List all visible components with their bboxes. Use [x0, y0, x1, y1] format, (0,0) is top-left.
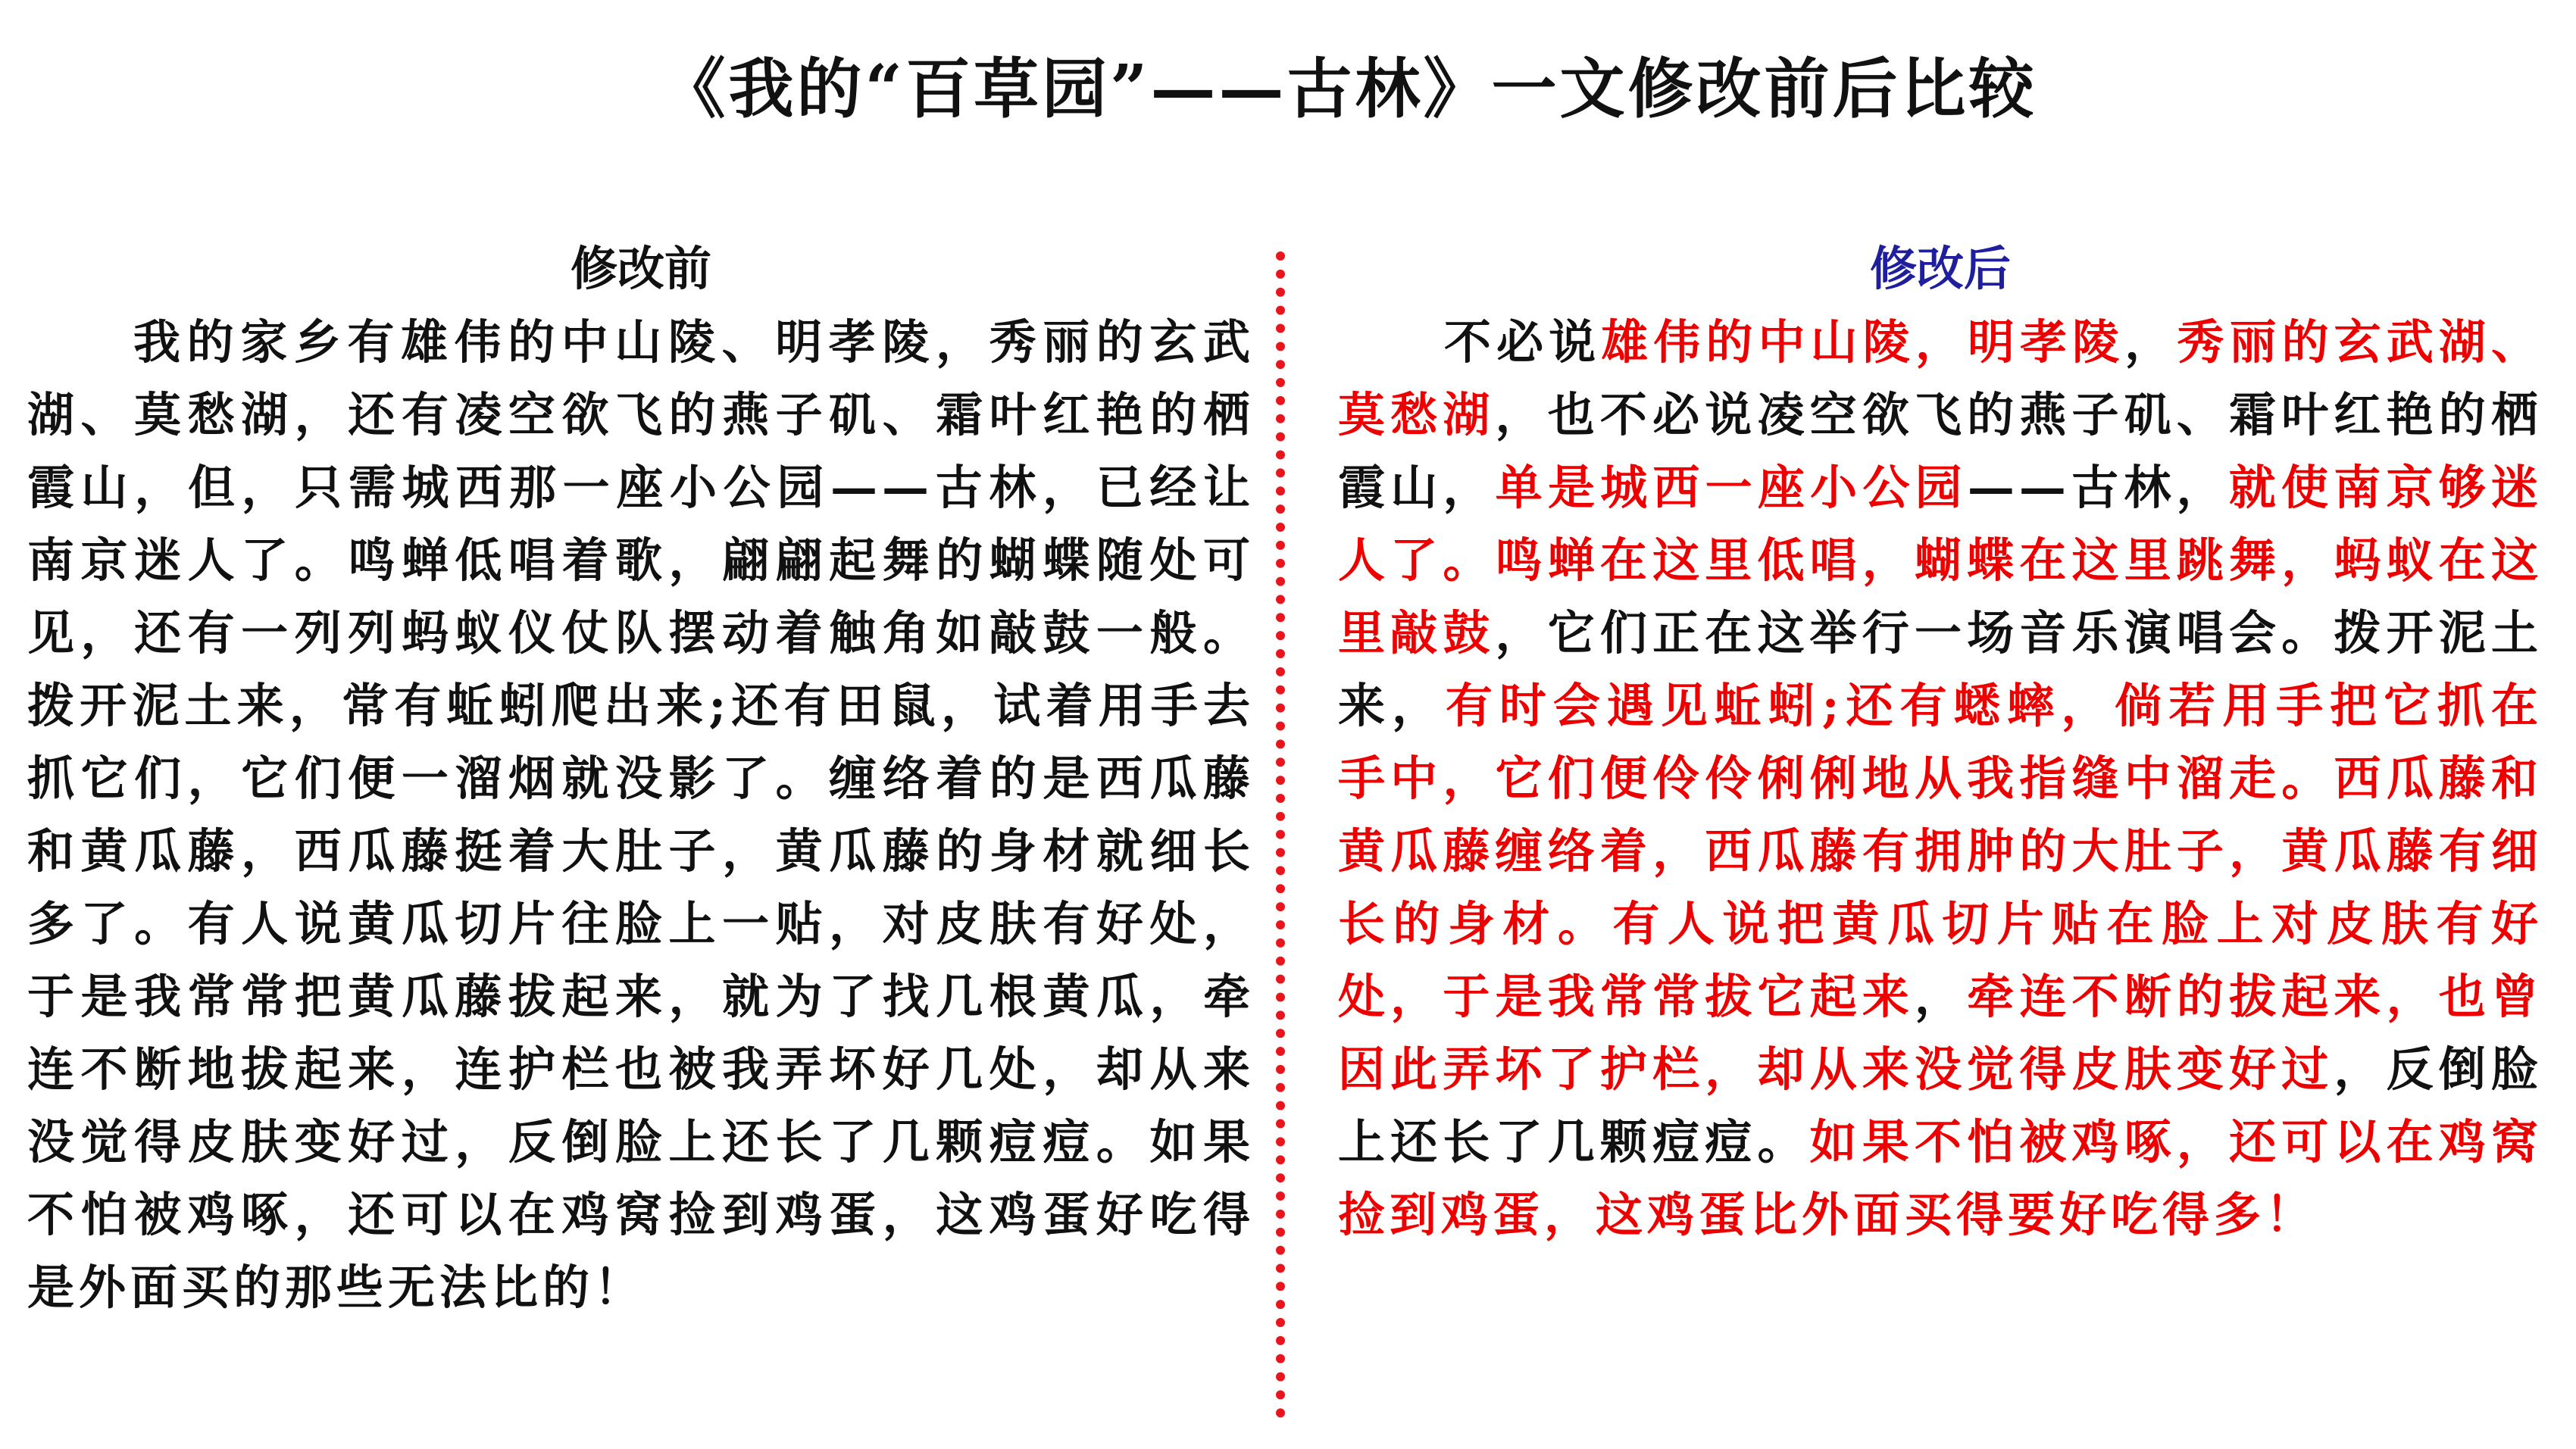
- after-segment-highlighted: 如果不怕被鸡啄，还可以在鸡窝捡到鸡蛋，这鸡蛋比外面买得要好吃得多！: [1338, 1114, 2543, 1242]
- after-segment: ——古林，: [1967, 460, 2229, 515]
- page-title: 《我的“百草园”——古林》一文修改前后比较: [660, 51, 2037, 127]
- after-segment-highlighted: 牵连不断的拔起来，也曾因此弄坏了护栏，却从来没觉得皮肤变好过: [1338, 969, 2543, 1097]
- dotted-divider: [1276, 251, 1285, 1418]
- after-segment: ，反倒脸上还长了几颗痘痘。: [1338, 1041, 2543, 1170]
- after-segment-highlighted: 有时会遇见蚯蚓;还有蟋蟀，倘若用手把它抓在手中，它们便伶伶俐俐地从我指缝中溜走。西瓜藤和黄瓜藤缠络着，西瓜藤有拥肿的大肚子，黄瓜藤有细长的身材。有人说把黄瓜切片贴在脸上对皮肤有好处，于是我常常拔它起来: [1338, 678, 2543, 1024]
- after-segment-highlighted: 秀丽的玄武湖、莫愁湖: [1338, 314, 2543, 442]
- after-segment: ，: [1914, 969, 1968, 1024]
- after-segment: 不必说: [1444, 314, 1602, 370]
- before-text: 我的家乡有雄伟的中山陵、明孝陵，秀丽的玄武湖、莫愁湖，还有凌空欲飞的燕子矶、霜叶红艳的栖霞山，但，只需城西那一座小公园——古林，已经让南京迷人了。鸣蝉低唱着歌，翩翩起舞的蝴蝶随处可见，还有一列列蚂蚁仪仗队摆动着触角如敲鼓一般。拨开泥土来，常有蚯蚓爬出来;还有田鼠，试着用手去抓它们，它们便一溜烟就没影了。缠络着的是西瓜藤和黄瓜藤，西瓜藤挺着大肚子，黄瓜藤的身材就细长多了。有人说黄瓜切片往脸上一贴，对皮肤有好处，于是我常常把黄瓜藤拔起来，就为了找几根黄瓜，牵连不断地拔起来，连护栏也被我弄坏好几处，却从来没觉得皮肤变好过，反倒脸上还长了几颗痘痘。如果不怕被鸡啄，还可以在鸡窝捡到鸡蛋，这鸡蛋好吃得是外面买的那些无法比的！: [27, 314, 1255, 1315]
- before-heading: 修改前: [570, 241, 711, 296]
- after-text: [1338, 306, 2543, 1251]
- after-segment: ，: [2124, 314, 2177, 370]
- after-column: [1338, 227, 2543, 1251]
- after-segment-highlighted: 就使南京够迷人了。鸣蝉在这里低唱，蝴蝶在这里跳舞，蚂蚁在这里敲鼓: [1338, 460, 2543, 660]
- after-heading: 修改后: [1869, 241, 2011, 296]
- before-column: [27, 227, 1255, 1324]
- after-segment-highlighted: 单是城西一座小公园: [1495, 460, 1968, 515]
- after-segment: ，也不必说凌空欲飞的燕子矶、霜叶红艳的栖霞山，: [1338, 387, 2543, 515]
- after-segment: ，它们正在这举行一场音乐演唱会。拨开泥土来，: [1338, 605, 2543, 733]
- after-segment-highlighted: 雄伟的中山陵，明孝陵: [1601, 314, 2125, 370]
